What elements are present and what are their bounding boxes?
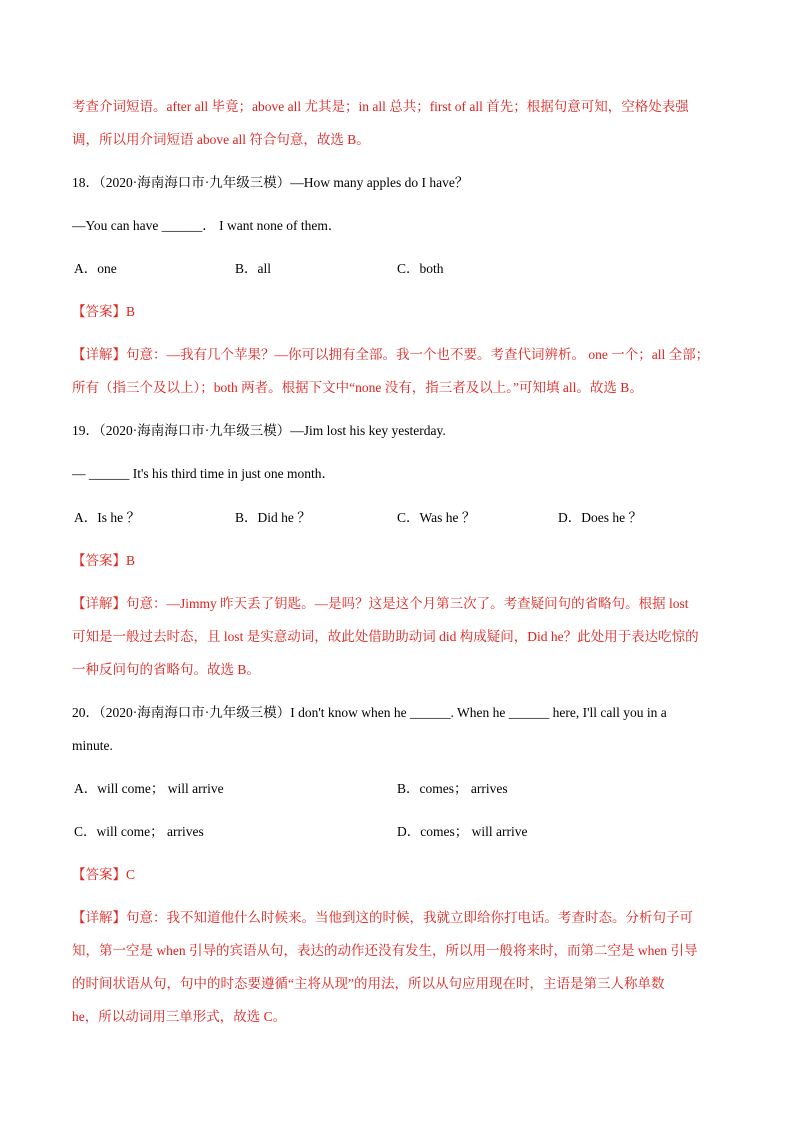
q18-stem: 18．（2020·海南海口市·九年级三模）—How many apples do I have？: [72, 175, 469, 190]
q20-stem: 20．（2020·海南海口市·九年级三模）I don't know when he ______. When he ______ here, I'll call you in a: [72, 705, 667, 720]
q20-answer: 【答案】C: [72, 867, 136, 882]
q18-answer: 【答案】B: [72, 304, 136, 319]
q19-option-d: D．Does he ？: [558, 510, 642, 525]
q19-detail-line-3: 一种反问句的省略句。故选 B。: [72, 662, 260, 677]
prev-explanation-line-1: 考查介词短语。after all 毕竟；above all 尤其是；in all 总共；first of all 首先；根据句意可知，空格处表强: [72, 99, 689, 114]
q20-option-c: C．will come； arrives: [74, 824, 204, 839]
q19-detail-line-1: 【详解】句意：—Jimmy 昨天丢了钥匙。—是吗？这是这个月第三次了。考查疑问句的省略句。根据 lost: [72, 596, 689, 611]
q18-option-b: B．all: [235, 261, 271, 276]
q18-option-a: A．one: [74, 261, 117, 276]
prev-explanation-line-2: 调，所以用介词短语 above all 符合句意，故选 B。: [72, 132, 370, 147]
q20-detail-line-1: 【详解】句意：我不知道他什么时候来。当他到这的时候，我就立即给你打电话。考查时态。分析句子可: [72, 910, 693, 925]
q20-option-a: A．will come； will arrive: [74, 781, 224, 796]
q19-option-a: A．Is he ？: [74, 510, 140, 525]
q19-detail-line-2: 可知是一般过去时态，且 lost 是实意动词，故此处借助助动词 did 构成疑问，Did he？此处用于表达吃惊的: [72, 629, 699, 644]
q18-line-2: —You can have ______． I want none of them．: [72, 218, 342, 233]
q19-answer: 【答案】B: [72, 553, 136, 568]
q19-line-2: — ______ It's his third time in just one month．: [72, 466, 336, 481]
q20-option-b: B．comes； arrives: [397, 781, 508, 796]
q20-detail-line-3: 的时间状语从句，句中的时态要遵循“主将从现”的用法，所以从句应用现在时，主语是第三人称单数: [72, 976, 665, 991]
q19-stem: 19．（2020·海南海口市·九年级三模）—Jim lost his key yesterday.: [72, 423, 446, 438]
q20-detail-line-4: he，所以动词用三单形式，故选 C。: [72, 1009, 287, 1024]
q18-detail-line-1: 【详解】句意：—我有几个苹果？—你可以拥有全部。我一个也不要。考查代词辨析。 one 一个；all 全部；: [72, 347, 710, 362]
q19-option-c: C．Was he ？: [397, 510, 476, 525]
q19-option-b: B．Did he ？: [235, 510, 311, 525]
q18-option-c: C．both: [397, 261, 444, 276]
q18-detail-line-2: 所有（指三个及以上）；both 两者。根据下文中“none 没有，指三者及以上。”可知填 all。故选 B。: [72, 380, 643, 395]
q20-option-d: D．comes； will arrive: [397, 824, 528, 839]
q20-detail-line-2: 知，第一空是 when 引导的宾语从句，表达的动作还没有发生，所以用一般将来时，而第二空是 when 引导: [72, 943, 698, 958]
q20-line-2: minute.: [72, 738, 113, 753]
